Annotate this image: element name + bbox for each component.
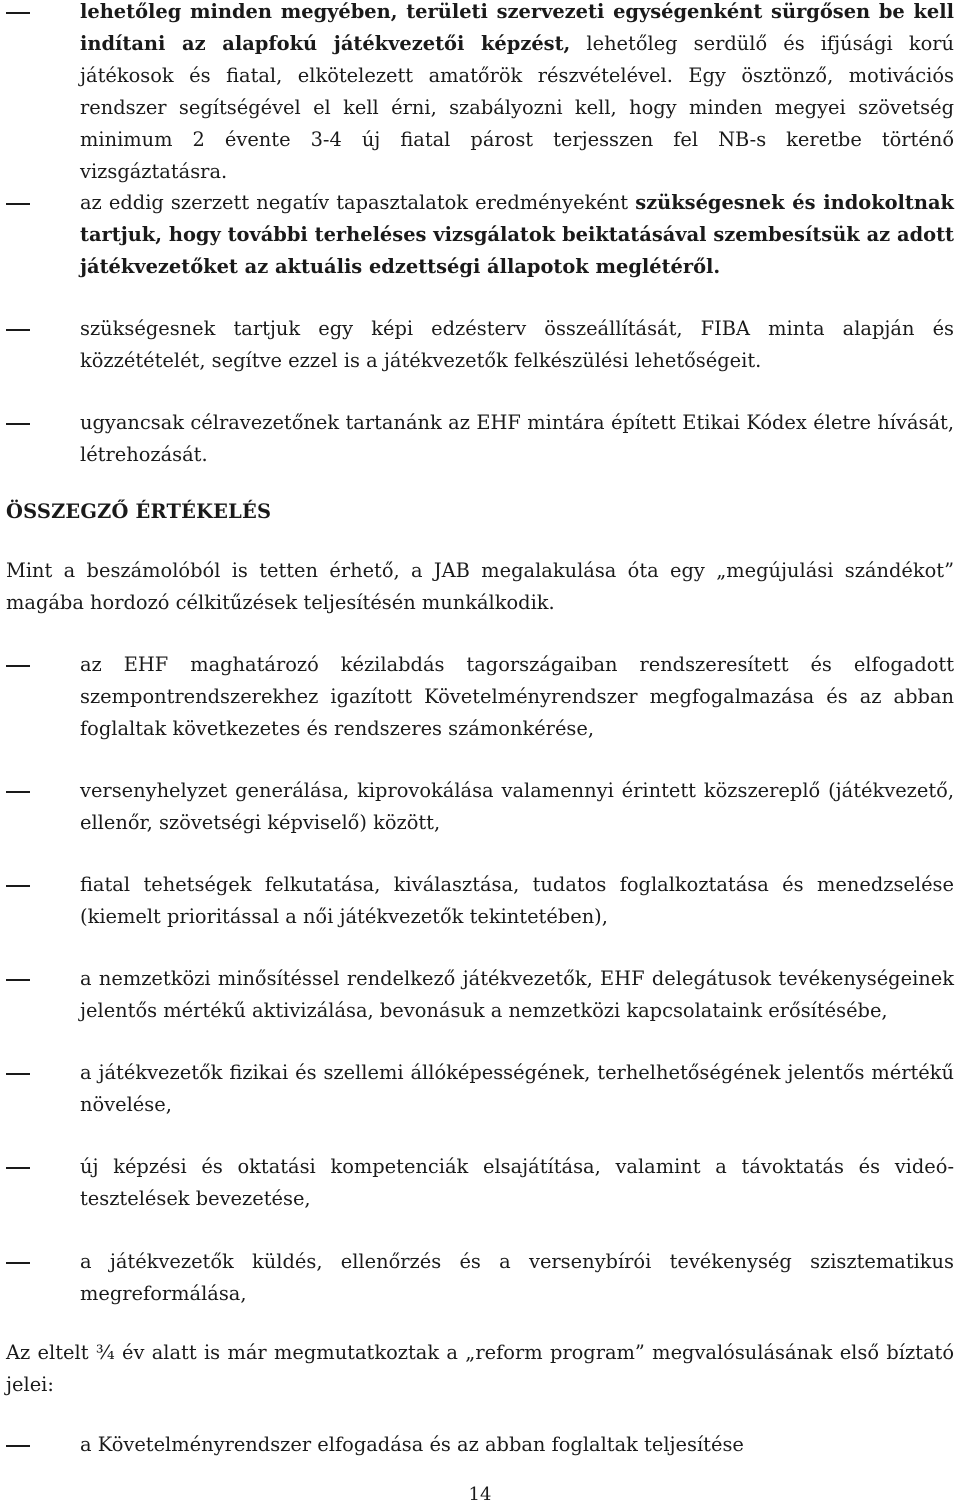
list-item-text: versenyhelyzet generálása, kiprovokálása valamennyi érintett közszereplő (játékvezető, ellenőr, szövetségi képviselő) között, <box>80 779 954 834</box>
dash-bullet <box>6 885 30 887</box>
bold-text: lehetőleg minden megyében, területi szervezeti egységenként sürgősen be kell indítani az alapfokú játékvezetői képzést, <box>80 0 954 55</box>
dash-bullet <box>6 665 30 667</box>
dash-bullet <box>6 203 30 205</box>
list-item-text: az EHF maghatározó kézilabdás tagországaiban rendszeresített és elfogadott szempontrendszerekhez igazított Követelményrendszer megfogalmazása és az abban foglaltak következetes és rendszeres számonkérése, <box>80 653 954 740</box>
summary-paragraph: Mint a beszámolóból is tetten érhető, a JAB megalakulása óta egy „megújulási szándékot” magába hordozó célkitűzések teljesítésén munkálkodik. <box>6 559 954 614</box>
list-item-text: a Követelményrendszer elfogadása és az abban foglaltak teljesítése <box>80 1433 744 1456</box>
dash-bullet <box>6 979 30 981</box>
list-item-text: a játékvezetők fizikai és szellemi állóképességének, terhelhetőségének jelentős mértékű növelése, <box>80 1061 954 1116</box>
dash-bullet <box>6 423 30 425</box>
dash-bullet <box>6 1445 30 1447</box>
list-item-text <box>80 0 954 188</box>
list-item-text: fiatal tehetségek felkutatása, kiválasztása, tudatos foglalkoztatása és menedzselése (kiemelt prioritással a női játékvezetők tekintetében), <box>80 873 954 928</box>
dash-bullet <box>6 1262 30 1264</box>
list-item-text: ugyancsak célravezetőnek tartanánk az EHF mintára épített Etikai Kódex életre hívását, létrehozását. <box>80 411 954 466</box>
regular-text: lehetőleg serdülő és ifjúsági korú játékosok és fiatal, elkötelezett amatőrök részvételével. Egy ösztönző, motivációs rendszer segítségével el kell érni, szabályozni kell, hogy minden megyei szövetség minimum 2 évente 3-4 új fiatal párost terjesszen fel NB-s keretbe történő vizsgáztatásra. <box>80 32 954 183</box>
list-item-text <box>80 187 954 283</box>
regular-text: az eddig szerzett negatív tapasztalatok eredményeként <box>80 191 636 214</box>
dash-bullet <box>6 12 30 14</box>
section-heading: ÖSSZEGZŐ ÉRTÉKELÉS <box>6 500 272 523</box>
list-item-text: szükségesnek tartjuk egy képi edzésterv összeállítását, FIBA minta alapján és közzétételét, segítve ezzel is a játékvezetők felkészülési lehetőségeit. <box>80 317 954 372</box>
dash-bullet <box>6 791 30 793</box>
list-item-text: új képzési és oktatási kompetenciák elsajátítása, valamint a távoktatás és videó-tesztelések bevezetése, <box>80 1155 954 1210</box>
dash-bullet <box>6 329 30 331</box>
dash-bullet <box>6 1167 30 1169</box>
bold-text: szükségesnek és indokoltnak tartjuk, hogy további terheléses vizsgálatok beiktatásával szembesítsük az adott játékvezetőket az aktuális edzettségi állapotok meglétéről. <box>80 191 954 278</box>
closing-paragraph: Az eltelt ¾ év alatt is már megmutatkoztak a „reform program” megvalósulásának első bíztató jelei: <box>6 1341 954 1396</box>
list-item-text: a nemzetközi minősítéssel rendelkező játékvezetők, EHF delegátusok tevékenységeinek jelentős mértékű aktivizálása, bevonásuk a nemzetközi kapcsolataink erősítésébe, <box>80 967 954 1022</box>
list-item-text: a játékvezetők küldés, ellenőrzés és a versenybírói tevékenység szisztematikus megreformálása, <box>80 1250 954 1305</box>
dash-bullet <box>6 1073 30 1075</box>
page-number: 14 <box>468 1484 492 1505</box>
